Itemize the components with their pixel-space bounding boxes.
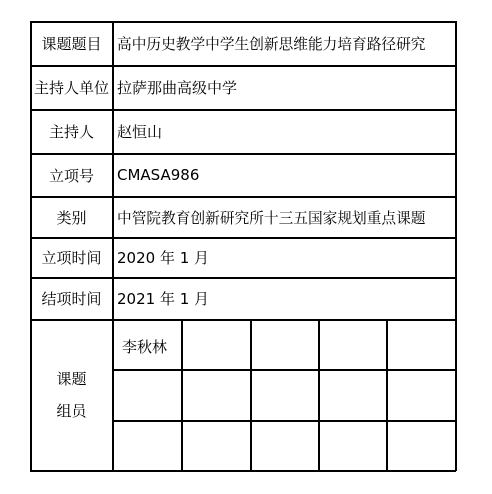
value-completion-date: 2021 年 1 月 bbox=[117, 290, 210, 308]
label-host: 主持人 bbox=[48, 123, 94, 141]
rule-member-col-4 bbox=[386, 319, 388, 471]
label-host-unit: 主持人单位 bbox=[33, 79, 109, 97]
group-member-1: 李秋林 bbox=[122, 338, 168, 356]
value-project-title: 高中历史教学中学生创新思维能力培育路径研究 bbox=[117, 36, 426, 53]
value-project-number: CMASA986 bbox=[117, 166, 200, 184]
value-approval-date: 2020 年 1 月 bbox=[117, 249, 210, 267]
rule-member-2 bbox=[112, 420, 456, 422]
group-label-line-1: 课题 bbox=[56, 370, 87, 388]
value-host: 赵恒山 bbox=[117, 123, 163, 141]
label-group-members bbox=[31, 320, 112, 470]
label-project-title: 课题题目 bbox=[41, 35, 102, 53]
value-host-unit: 拉萨那曲高级中学 bbox=[117, 79, 238, 97]
rule-member-1 bbox=[112, 369, 456, 371]
label-project-number: 立项号 bbox=[48, 166, 94, 185]
rule-member-col-3 bbox=[318, 319, 320, 471]
label-category: 类别 bbox=[56, 208, 87, 227]
rule-bottom bbox=[30, 470, 456, 472]
rule-member-col-2 bbox=[250, 319, 252, 471]
label-completion-date: 结项时间 bbox=[41, 290, 102, 308]
value-category: 中管院教育创新研究所十三五国家规划重点课题 bbox=[117, 209, 426, 227]
rule-member-col-1 bbox=[181, 319, 183, 471]
label-approval-date: 立项时间 bbox=[41, 249, 102, 267]
group-label-line-2: 组员 bbox=[56, 402, 87, 420]
